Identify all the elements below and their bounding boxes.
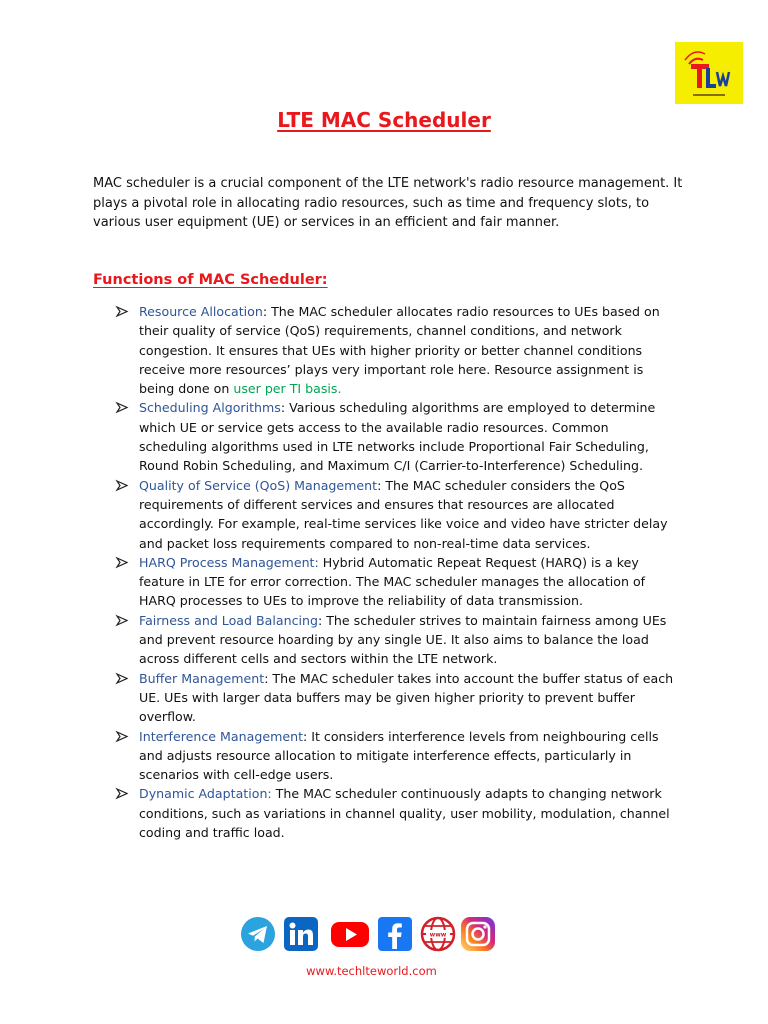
list-item bbox=[139, 553, 679, 611]
list-item bbox=[139, 302, 679, 398]
arrow-bullet-icon bbox=[115, 669, 129, 688]
instagram-icon[interactable] bbox=[460, 916, 496, 952]
arrow-bullet-icon bbox=[115, 476, 129, 495]
bullet-term: Interference Management bbox=[139, 728, 304, 744]
website-link[interactable]: www.techlteworld.com bbox=[306, 964, 437, 978]
bullet-term: Quality of Service (QoS) Management bbox=[139, 477, 378, 493]
bullet-text: : Various scheduling algorithms are employed to determine which UE or service gets access to the available radio resources. Common scheduling algorithms used in LTE networks include Proportional Fair Scheduling, Round Robin Scheduling, and Maximum C/I (Carrier-to-Interference) Scheduling. bbox=[139, 400, 656, 474]
intro-paragraph: MAC scheduler is a crucial component of the LTE network's radio resource management. It plays a pivotal role in allocating radio resources, such as time and frequency slots, to various user equipment (UE) or services in an efficient and fair manner. bbox=[93, 176, 683, 230]
svg-text:www: www bbox=[429, 931, 447, 939]
functions-list bbox=[0, 302, 768, 842]
bullet-text: : The MAC scheduler allocates radio resources to UEs based on their quality of service (QoS) requirements, channel conditions, and network congestion. It ensures that UEs with higher priority or better channel conditions receive more resources’ plays very important role here. Resource assignment is being done on bbox=[139, 304, 660, 397]
bullet-term: Buffer Management bbox=[139, 670, 265, 686]
arrow-bullet-icon bbox=[115, 302, 129, 321]
arrow-bullet-icon bbox=[115, 784, 129, 803]
arrow-bullet-icon bbox=[115, 398, 129, 417]
social-icons-row bbox=[240, 916, 500, 952]
globe-icon[interactable] bbox=[420, 916, 456, 952]
bullet-text: The MAC scheduler continuously adapts to changing network conditions, such as variations in channel quality, user mobility, modulation, channel coding and traffic load. bbox=[139, 786, 670, 841]
page-title: LTE MAC Scheduler bbox=[277, 108, 491, 132]
list-item bbox=[139, 476, 679, 553]
list-item bbox=[139, 398, 679, 475]
list-item bbox=[139, 784, 679, 842]
bullet-term: HARQ Process Management: bbox=[139, 554, 319, 570]
bullet-text: : It considers interference levels from neighbouring cells and adjusts resource allocation to mitigate interference effects, particularly in scenarios with cell-edge users. bbox=[139, 728, 659, 783]
facebook-icon[interactable] bbox=[377, 916, 413, 952]
bullet-term: Fairness and Load Balancing bbox=[139, 612, 318, 628]
section-heading: Functions of MAC Scheduler: bbox=[93, 272, 328, 288]
list-item bbox=[139, 611, 679, 669]
telegram-icon[interactable] bbox=[240, 916, 276, 952]
bullet-highlight: user per TI basis. bbox=[233, 381, 342, 397]
bullet-text: : The scheduler strives to maintain fairness among UEs and prevent resource hoarding by any single UE. It also aims to balance the load across different cells and sectors within the LTE network. bbox=[139, 612, 667, 667]
bullet-term: Resource Allocation bbox=[139, 304, 263, 319]
arrow-bullet-icon bbox=[115, 611, 129, 630]
linkedin-icon[interactable] bbox=[283, 916, 319, 952]
youtube-icon[interactable] bbox=[330, 916, 370, 952]
techlteworld-logo bbox=[675, 42, 743, 104]
list-item bbox=[139, 727, 679, 785]
bullet-text: : The MAC scheduler considers the QoS requirements of different services and ensures that resources are allocated accordingly. For example, real-time services like voice and video have stricter delay and packet loss requirements compared to non-real-time data services. bbox=[139, 477, 668, 551]
bullet-text: : The MAC scheduler takes into account the buffer status of each UE. UEs with larger data buffers may be given higher priority to prevent buffer overflow. bbox=[139, 670, 674, 725]
list-item bbox=[139, 669, 679, 727]
bullet-text: Hybrid Automatic Repeat Request (HARQ) is a key feature in LTE for error correction. The MAC scheduler manages the allocation of HARQ processes to UEs to improve the reliability of data transmission. bbox=[139, 554, 646, 609]
arrow-bullet-icon bbox=[115, 727, 129, 746]
bullet-term: Dynamic Adaptation: bbox=[139, 786, 272, 802]
arrow-bullet-icon bbox=[115, 553, 129, 572]
bullet-term: Scheduling Algorithms bbox=[139, 400, 281, 416]
